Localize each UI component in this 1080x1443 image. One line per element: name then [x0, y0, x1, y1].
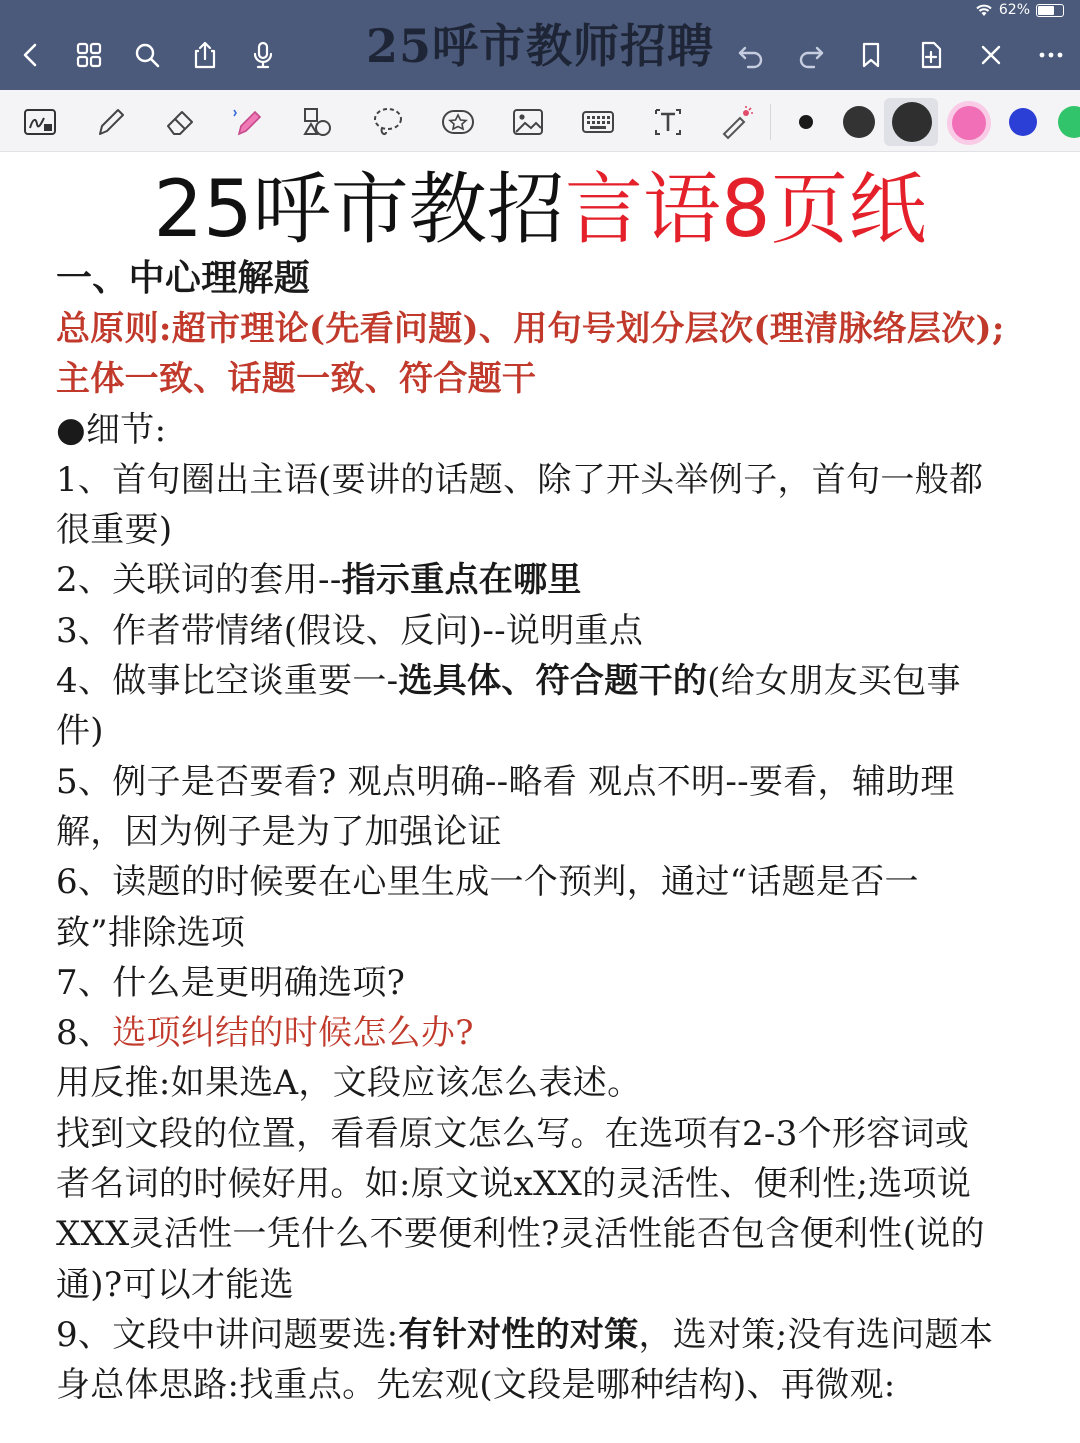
annotation-toolbar: [0, 90, 1080, 152]
status-bar: [975, 2, 1064, 18]
heading-black-part: 25呼市教招: [153, 165, 565, 255]
wifi-icon: [975, 3, 993, 17]
item-8: [56, 1008, 1031, 1058]
back-icon[interactable]: [14, 38, 48, 72]
item-9-suffix: ，选对策;没有选问题本: [638, 1314, 994, 1355]
item-2: [56, 555, 1031, 605]
section-title: 一、中心理解题: [56, 257, 311, 299]
color-swatch-blue[interactable]: [1009, 108, 1037, 136]
document-content: [56, 252, 1031, 1411]
paragraph-2-line-3: XXX灵活性一凭什么不要便利性?灵活性能否包含便利性(说的: [56, 1214, 985, 1255]
document-title[interactable]: 25呼市教师招聘: [365, 19, 714, 73]
paragraph-2-line-1: 找到文段的位置，看看原文怎么写。在选项有2-3个形容词或: [56, 1113, 970, 1154]
microphone-icon[interactable]: [246, 38, 280, 72]
battery-icon: [1036, 4, 1064, 17]
item-7: 7、什么是更明确选项?: [56, 962, 406, 1003]
item-3: 3、作者带情绪(假设、反问)--说明重点: [56, 610, 644, 651]
pen-size-large[interactable]: [892, 102, 932, 142]
item-9-line-2: 身总体思路:找重点。先宏观(文段是哪种结构)、再微观:: [56, 1365, 896, 1406]
pen-icon[interactable]: [90, 102, 130, 142]
read-mode-icon[interactable]: [20, 102, 60, 142]
laser-pointer-icon[interactable]: [716, 102, 756, 142]
item-4-line-1: [56, 656, 1031, 706]
general-rule-line-2: 主体一致、话题一致、符合题干: [56, 359, 537, 400]
grid-icon[interactable]: [72, 38, 106, 72]
sticker-icon[interactable]: [438, 102, 478, 142]
color-swatch-green[interactable]: [1058, 106, 1080, 138]
item-8-number: 8、: [56, 1013, 113, 1054]
keyboard-icon[interactable]: [578, 102, 618, 142]
close-icon[interactable]: [974, 38, 1008, 72]
top-navigation-bar: [0, 0, 1080, 90]
item-4-suffix: (给女朋友买包事: [707, 661, 961, 702]
item-2-bold: 指示重点在哪里: [341, 560, 582, 601]
pen-size-medium[interactable]: [843, 106, 875, 138]
item-6-line-1: 6、读题的时候要在心里生成一个预判，通过“话题是否一: [56, 862, 919, 903]
item-1-line-1: 1、首句圈出主语(要讲的话题、除了开头举例子，首句一般都: [56, 459, 984, 500]
item-1-line-2: 很重要): [56, 510, 173, 551]
toolbar-divider: [770, 104, 771, 140]
bookmark-icon[interactable]: [854, 38, 888, 72]
item-9-bold: 有针对性的对策: [398, 1314, 639, 1355]
pen-size-small[interactable]: [799, 115, 813, 129]
shapes-icon[interactable]: [298, 102, 338, 142]
text-box-icon[interactable]: [648, 102, 688, 142]
more-icon[interactable]: [1034, 38, 1068, 72]
paragraph-1: 用反推:如果选A，文段应该怎么表述。: [56, 1063, 642, 1104]
add-page-icon[interactable]: [914, 38, 948, 72]
eraser-icon[interactable]: [160, 102, 200, 142]
item-4-line-2: 件): [56, 711, 104, 752]
item-2-prefix: 2、关联词的套用--: [56, 560, 342, 601]
item-9-prefix: 9、文段中讲问题要选:: [56, 1314, 399, 1355]
paragraph-2-line-2: 者名词的时候好用。如:原文说xXX的灵活性、便利性;选项说: [56, 1164, 972, 1205]
item-5-line-2: 解，因为例子是为了加强论证: [56, 811, 502, 852]
paragraph-2-line-4: 通)?可以才能选: [56, 1264, 294, 1305]
item-9-line-1: [56, 1310, 1031, 1360]
general-rule-line-1: 总原则:超市理论(先看问题)、用句号划分层次(理清脉络层次);: [56, 309, 1005, 349]
item-4-bold: 选具体、符合题干的: [398, 661, 708, 702]
page-heading: [0, 164, 1080, 256]
battery-percent: 62%: [998, 2, 1030, 18]
heading-red-part: 言语8页纸: [564, 165, 927, 255]
highlighter-icon[interactable]: [228, 102, 268, 142]
item-4-prefix: 4、做事比空谈重要一-: [56, 661, 399, 702]
item-5-line-1: 5、例子是否要看? 观点明确--略看 观点不明--要看，辅助理: [56, 761, 955, 802]
share-icon[interactable]: [188, 38, 222, 72]
item-6-line-2: 致”排除选项: [56, 912, 246, 953]
search-icon[interactable]: [130, 38, 164, 72]
lasso-icon[interactable]: [368, 102, 408, 142]
color-swatch-pink[interactable]: [952, 106, 986, 140]
details-label: ●细节:: [56, 409, 167, 450]
image-icon[interactable]: [508, 102, 548, 142]
undo-icon[interactable]: [734, 38, 768, 72]
item-8-red-text: 选项纠结的时候怎么办?: [112, 1013, 474, 1054]
redo-icon[interactable]: [794, 38, 828, 72]
